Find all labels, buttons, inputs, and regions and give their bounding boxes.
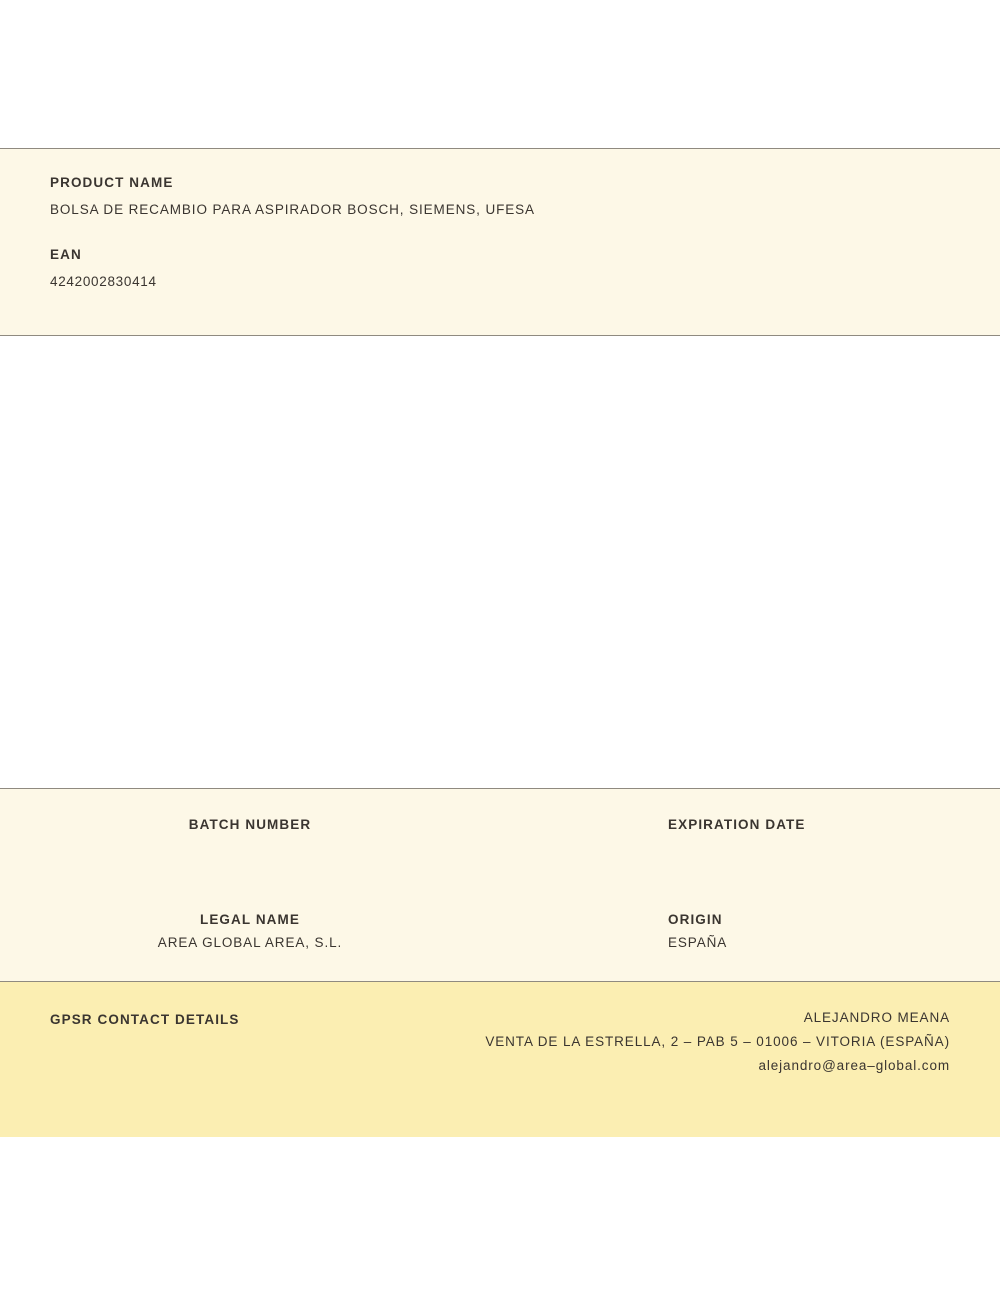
batch-expiration-row <box>0 817 1000 856</box>
expiration-date-value <box>668 840 1000 856</box>
batch-number-cell <box>0 817 500 856</box>
legal-name-value: AREA GLOBAL AREA, S.L. <box>157 935 343 950</box>
middle-blank-area <box>0 336 1000 788</box>
expiration-date-cell <box>500 817 1000 856</box>
product-name-value: BOLSA DE RECAMBIO PARA ASPIRADOR BOSCH, SIEMENS, UFESA <box>50 202 535 217</box>
batch-row-gap <box>0 856 1000 912</box>
product-name-label: PRODUCT NAME <box>50 175 174 190</box>
top-spacer <box>0 0 1000 148</box>
legal-origin-row <box>0 912 1000 951</box>
legal-name-cell <box>0 912 500 951</box>
batch-number-label: BATCH NUMBER <box>188 817 312 832</box>
bottom-blank-area <box>0 1137 1000 1300</box>
batch-number-value <box>0 840 500 856</box>
batch-legal-section <box>0 788 1000 982</box>
origin-label: ORIGIN <box>668 912 723 927</box>
origin-value: ESPAÑA <box>668 935 728 950</box>
gpsr-contact-email[interactable]: alejandro@area–global.com <box>758 1058 950 1073</box>
gpsr-contact-name: ALEJANDRO MEANA <box>803 1010 950 1025</box>
product-details-section <box>0 148 1000 336</box>
gpsr-contact-section <box>0 982 1000 1137</box>
origin-cell <box>500 912 1000 951</box>
gpsr-contact-address: VENTA DE LA ESTRELLA, 2 – PAB 5 – 01006 – VITORIA (ESPAÑA) <box>485 1034 950 1049</box>
expiration-date-label: EXPIRATION DATE <box>668 817 806 832</box>
ean-value: 4242002830414 <box>50 274 157 289</box>
gpsr-contact-lines <box>485 1010 950 1073</box>
legal-name-label: LEGAL NAME <box>199 912 300 927</box>
gpsr-contact-label: GPSR CONTACT DETAILS <box>50 1012 240 1027</box>
field-spacer <box>50 217 950 247</box>
ean-label: EAN <box>50 247 82 262</box>
